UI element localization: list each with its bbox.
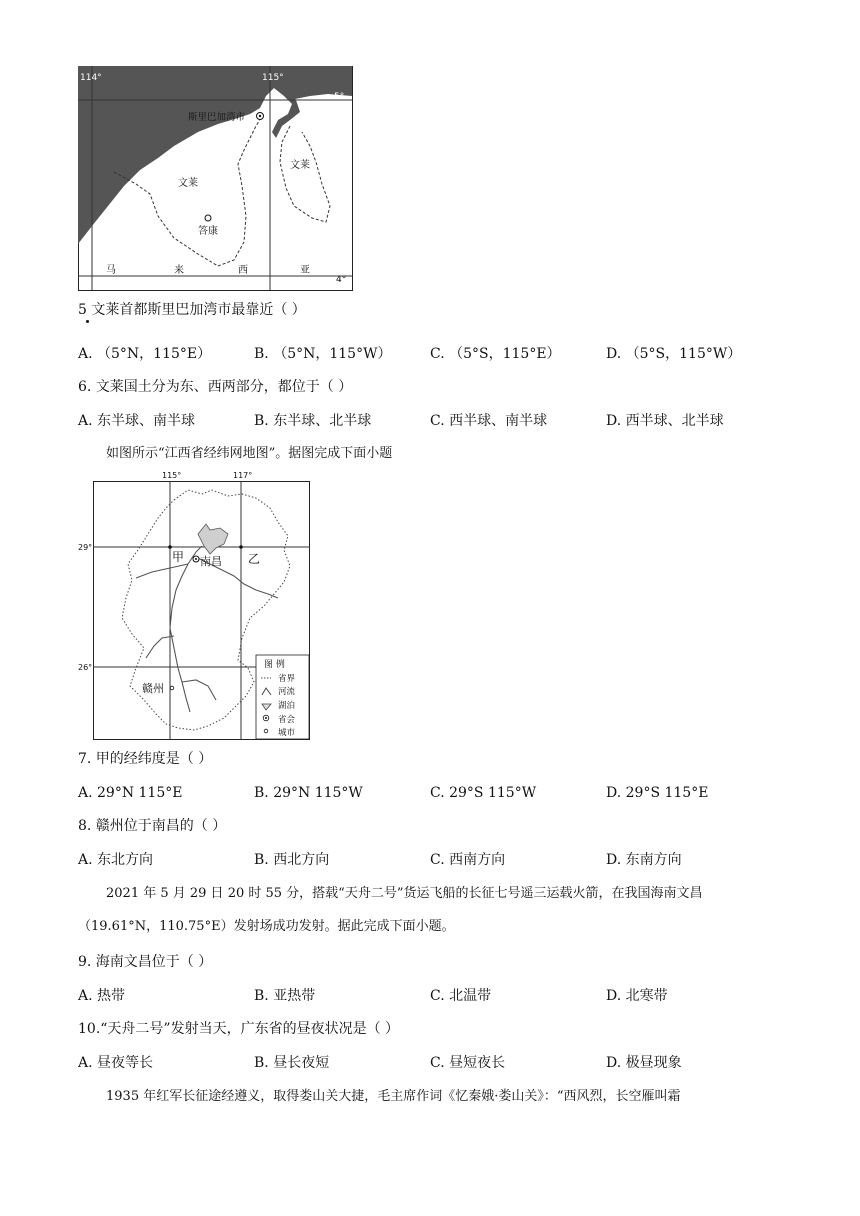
region-west-label: 文莱	[178, 178, 198, 189]
legend-title: 图 例	[264, 660, 285, 670]
point-yi-marker	[239, 545, 243, 549]
question-6-option-a[interactable]: A. 东半球、南半球	[78, 413, 196, 429]
lat-label-5: 5°	[334, 92, 345, 102]
town-marker	[205, 215, 211, 221]
lon-label-117: 117°	[233, 471, 253, 480]
lat-label-26: 26°	[78, 663, 93, 672]
question-9-option-d[interactable]: D. 北寒带	[606, 988, 668, 1004]
legend-item-lake: 湖泊	[278, 701, 296, 711]
question-6-option-d[interactable]: D. 西半球、北半球	[606, 413, 724, 429]
question-6-option-b[interactable]: B. 东半球、北半球	[254, 413, 372, 429]
question-5-option-a[interactable]: A. （5°N，115°E）	[78, 346, 212, 362]
point-jia-marker	[168, 545, 172, 549]
question-9-option-c[interactable]: C. 北温带	[430, 988, 492, 1004]
question-5-option-b[interactable]: B. （5°N，115°W）	[254, 346, 392, 362]
country-char-1: 马	[106, 265, 116, 276]
intro-loushanguan: 1935 年红军长征途经遵义，取得娄山关大捷，毛主席作词《忆秦娥·娄山关》：“西风烈，长空雁叫霜	[106, 1089, 681, 1104]
intro-jiangxi: 如图所示“江西省经纬网地图”。据图完成下面小题	[106, 446, 393, 461]
question-8-option-c[interactable]: C. 西南方向	[430, 852, 506, 868]
lat-label-4: 4°	[336, 275, 347, 285]
map-legend	[256, 655, 309, 739]
point-jia-label: 甲	[172, 550, 185, 564]
question-8-stem: 8. 赣州位于南昌的（ ）	[78, 818, 227, 834]
brunei-map	[78, 66, 354, 291]
question-7-option-b[interactable]: B. 29°N 115°W	[254, 785, 363, 801]
question-9-stem: 9. 海南文昌位于（ ）	[78, 954, 213, 970]
ganzhou-label: 赣州	[142, 682, 164, 695]
question-7-option-a[interactable]: A. 29°N 115°E	[78, 785, 183, 801]
lon-label-115: 115°	[262, 73, 284, 83]
capital-label: 斯里巴加湾市	[188, 112, 246, 123]
question-8-option-a[interactable]: A. 东北方向	[78, 852, 154, 868]
lon-label-114: 114°	[80, 73, 102, 83]
question-10-option-b[interactable]: B. 昼长夜短	[254, 1055, 330, 1071]
question-5-option-c[interactable]: C. （5°S，115°E）	[430, 346, 561, 362]
question-10-option-a[interactable]: A. 昼夜等长	[78, 1055, 154, 1071]
region-east-label: 文莱	[290, 160, 310, 171]
question-6-stem: 6. 文莱国土分为东、西两部分，都位于（ ）	[78, 379, 353, 395]
question-10-option-d[interactable]: D. 极昼现象	[606, 1055, 682, 1071]
legend-item-river: 河流	[278, 687, 296, 697]
question-5-stem: 5 文莱首都斯里巴加湾市最靠近（ ）	[78, 302, 306, 318]
town-label: 答康	[198, 226, 218, 237]
ganzhou-marker	[170, 686, 174, 690]
jiangxi-map	[78, 468, 312, 744]
question-10-option-c[interactable]: C. 昼短夜长	[430, 1055, 506, 1071]
legend-item-capital: 省会	[278, 715, 296, 725]
question-9-option-a[interactable]: A. 热带	[78, 988, 126, 1004]
question-6-option-c[interactable]: C. 西半球、南半球	[430, 413, 548, 429]
country-char-4: 亚	[300, 265, 310, 276]
legend-item-city: 城市	[278, 728, 296, 738]
question-10-stem: 10.“天舟二号”发射当天，广东省的昼夜状况是（ ）	[78, 1021, 400, 1037]
question-7-option-d[interactable]: D. 29°S 115°E	[606, 785, 709, 801]
intro-tianzhou-line-1: 2021 年 5 月 29 日 20 时 55 分，搭载“天舟二号”货运飞船的长征七号遥三运载火箭，在我国海南文昌	[106, 886, 703, 901]
dot-marker	[86, 320, 89, 323]
lat-label-29: 29°	[78, 543, 93, 552]
question-7-stem: 7. 甲的经纬度是（ ）	[78, 751, 213, 767]
intro-tianzhou-line-2: （19.61°N，110.75°E）发射场成功发射。据此完成下面小题。	[78, 919, 455, 934]
legend-item-border: 省界	[278, 674, 296, 684]
country-char-3: 西	[238, 265, 248, 276]
question-9-option-b[interactable]: B. 亚热带	[254, 988, 316, 1004]
question-8-option-b[interactable]: B. 西北方向	[254, 852, 330, 868]
question-8-option-d[interactable]: D. 东南方向	[606, 852, 682, 868]
country-char-2: 来	[174, 265, 184, 276]
nanchang-label: 南昌	[200, 555, 222, 568]
question-7-option-c[interactable]: C. 29°S 115°W	[430, 785, 537, 801]
point-yi-label: 乙	[248, 552, 261, 566]
question-5-option-d[interactable]: D. （5°S，115°W）	[606, 346, 742, 362]
lon-label-115: 115°	[162, 471, 182, 480]
